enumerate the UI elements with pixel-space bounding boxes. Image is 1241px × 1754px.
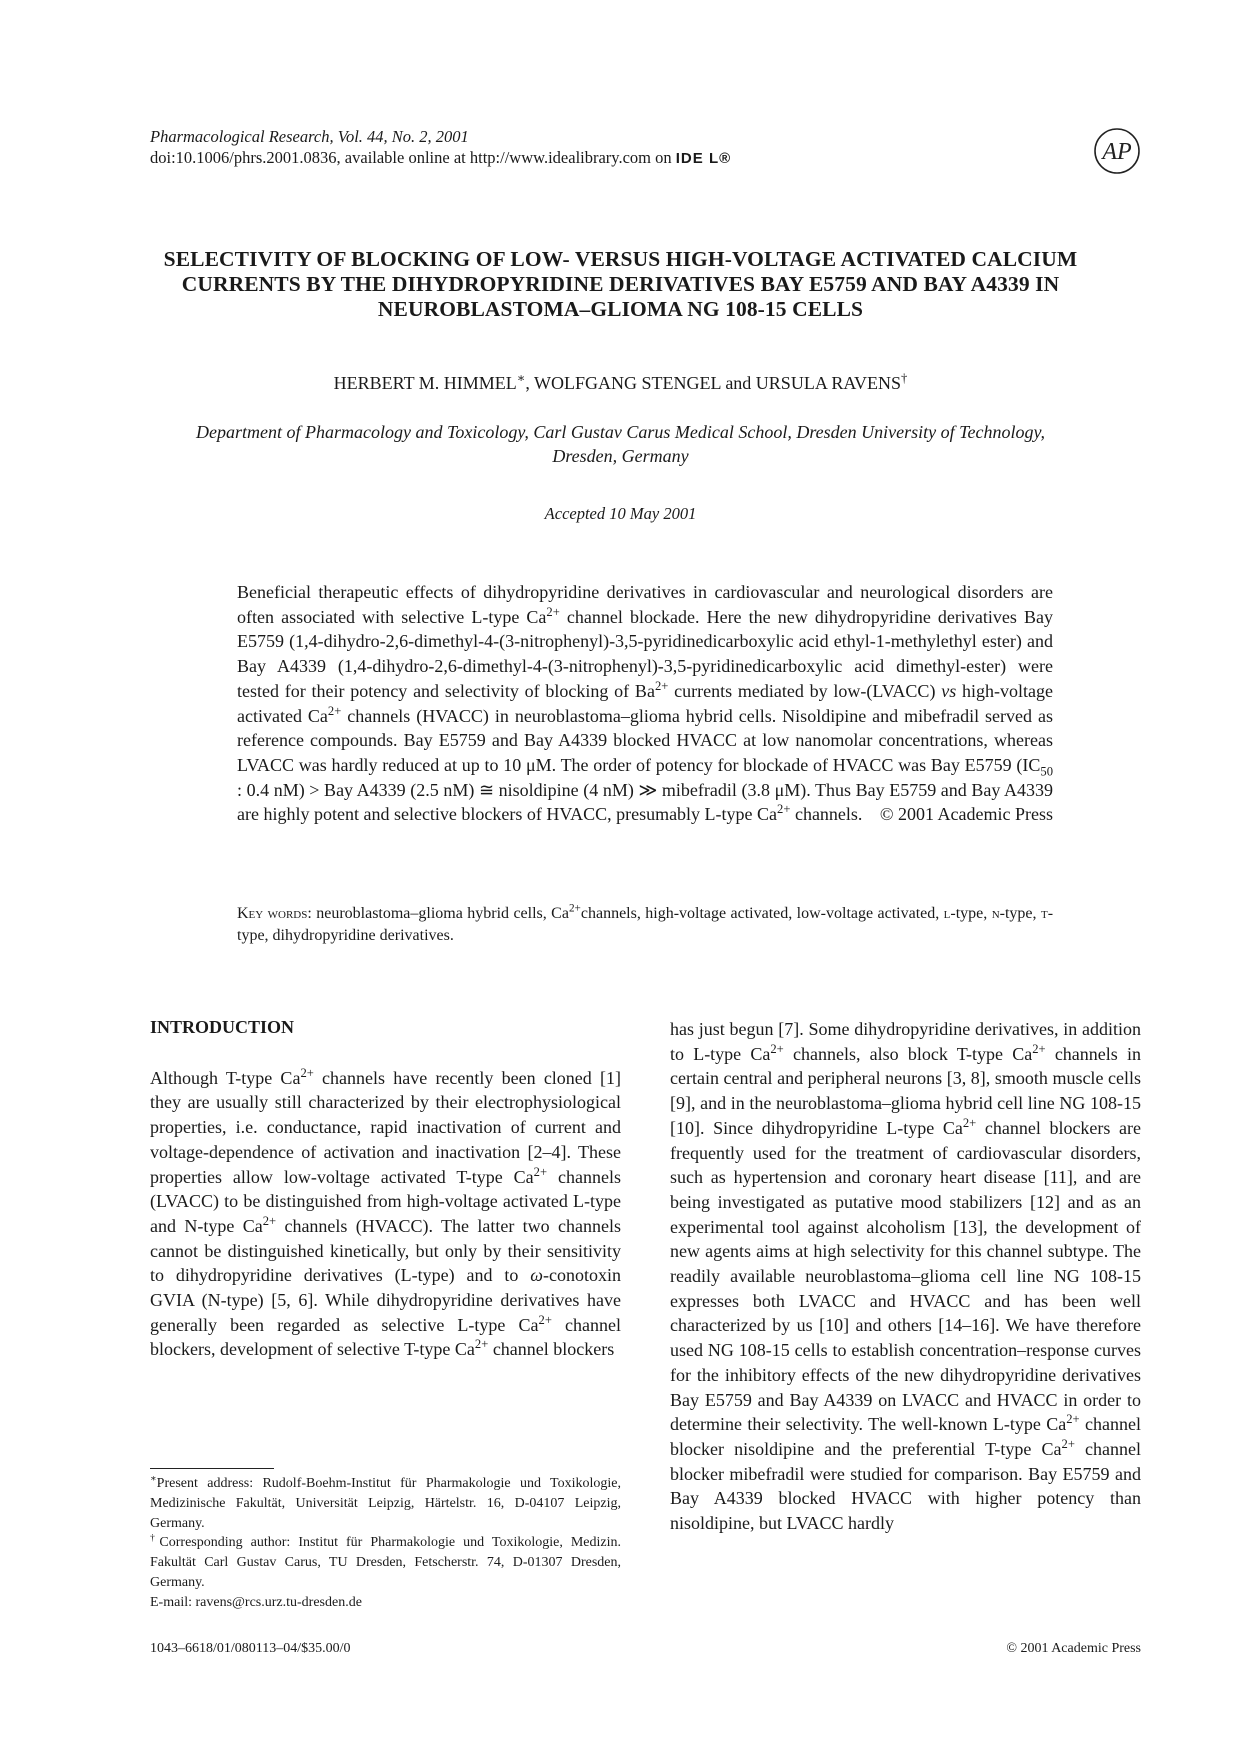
superscript: 2+	[533, 1164, 548, 1179]
keywords-text: -type,	[999, 905, 1041, 922]
keywords-text: -type,	[950, 905, 992, 922]
abstract-text: high-voltage activated Ca	[237, 680, 1053, 726]
footnote-email: E-mail: ravens@rcs.urz.tu-dresden.de	[150, 1594, 362, 1610]
superscript: 2+	[1032, 1041, 1046, 1056]
publisher-logo-icon	[1093, 127, 1141, 175]
subscript: 50	[1040, 764, 1053, 779]
footer-copyright: © 2001 Academic Press	[1006, 1641, 1141, 1656]
body-text: -conotoxin GVIA (N-type) [5, 6]. While dihydropyridine derivatives have generally been regarded as selective L-type Ca	[150, 1265, 621, 1335]
abstract-italic: vs	[941, 680, 957, 701]
body-italic: ω	[530, 1265, 543, 1286]
keywords-smallcap: t	[1040, 905, 1048, 922]
journal-citation: Pharmacological Research, Vol. 44, No. 2, 2001	[150, 127, 469, 146]
abstract-text: : 0.4 nM) > Bay A4339 (2.5 nM) ≅ nisoldipine (4 nM) ≫ mibefradil (3.8 μM). Thus Bay E5759 and Bay A4339 are highly potent and selective blockers of HVACC, presumably L-type Ca	[237, 779, 1053, 825]
body-text: channels (HVACC). The latter two channels cannot be distinguished kinetically, but only by their sensitivity to dihydropyridine derivatives (L-type) and to	[150, 1215, 621, 1286]
journal-header	[150, 126, 731, 169]
superscript: 2+	[1061, 1436, 1075, 1451]
body-text: has just begun [7]. Some dihydropyridine derivatives, in addition to L-type Ca	[670, 1019, 1141, 1064]
keywords-text: : neuroblastoma–glioma hybrid cells, Ca	[307, 905, 569, 922]
author-3-mark: †	[901, 371, 908, 385]
superscript: 2+	[262, 1213, 277, 1228]
abstract-text: currents mediated by low-(LVACC)	[668, 680, 942, 701]
abstract-text: channel blockade. Here the new dihydropyridine derivatives Bay E5759 (1,4-dihydro-2,6-dimethyl-4-(3-nitrophenyl)-3,5-pyridinedicarboxylic acid ethyl-1-methylethyl ester) and Bay A4339 (1,4-dihydro-2,6-dimethyl-4-(3-nitrophenyl)-3,5-pyridinedicarboxylic acid dimethyl-ester) were tested for their potency and selectivity of blocking of Ba	[237, 606, 1053, 701]
body-text: channel blocker nisoldipine and the preferential T-type Ca	[670, 1414, 1141, 1459]
superscript: 2+	[300, 1065, 314, 1080]
ideal-logo: IDE L®	[675, 150, 732, 167]
keywords-text: channels, high-voltage activated, low-voltage activated,	[580, 905, 944, 922]
body-text: channels, also block T-type Ca	[783, 1043, 1033, 1064]
body-text: Although T-type Ca	[150, 1067, 301, 1088]
footnote-1	[150, 1474, 621, 1533]
superscript: 2+	[770, 1041, 784, 1056]
body-text: channels have recently been cloned [1] they are usually still characterized by their electrophysiological properties, i.e. conductance, rapid inactivation of current and voltage-dependence of activation and inactivation [2–4]. These properties allow low-voltage activated T-type Ca	[150, 1067, 621, 1187]
keywords-label: Key words	[237, 905, 308, 922]
section-heading-introduction: INTRODUCTION	[150, 1017, 295, 1037]
body-text: channel blockers, development of selective T-type Ca	[150, 1314, 622, 1360]
doi-line	[150, 147, 731, 169]
accepted-date: Accepted 10 May 2001	[544, 504, 697, 523]
affiliation: Department of Pharmacology and Toxicology, Carl Gustav Carus Medical School, Dresden University of Technology, Dresden, Germany	[196, 422, 1045, 466]
footer-code: 1043–6618/01/080113–04/$35.00/0	[150, 1641, 351, 1656]
superscript: 2+	[546, 604, 560, 619]
superscript: 2+	[327, 703, 342, 718]
superscript: 2+	[777, 802, 791, 817]
doi-text: doi:10.1006/phrs.2001.0836, available online at http://www.idealibrary.com on	[150, 148, 672, 167]
author-1: HERBERT M. HIMMEL	[333, 373, 517, 393]
right-column	[670, 1017, 1141, 1536]
footnote-mark: †	[150, 1532, 160, 1544]
abstract-text: channels (HVACC) in neuroblastoma–glioma hybrid cells. Nisoldipine and mibefradil served as reference compounds. Bay E5759 and Bay A4339 blocked HVACC at low nanomolar concentrations, whereas LVACC was hardly reduced at up to 10 μM. The order of potency for blockade of HVACC was Bay E5759 (IC	[237, 705, 1053, 775]
superscript: 2+	[568, 902, 581, 915]
body-text: channel blocker mibefradil were studied for comparison. Bay E5759 and Bay A4339 blocked HVACC with higher potency than nisoldipine, but LVACC hardly	[670, 1438, 1142, 1534]
body-text: channels (LVACC) to be distinguished from high-voltage activated L-type and N-type Ca	[150, 1166, 621, 1236]
footnote-text: Present address: Rudolf-Boehm-Institut für Pharmakologie und Toxikologie, Medizinische Fakultät, Universität Leipzig, Härtelstr. 16, D-04107 Leipzig, Germany.	[150, 1476, 621, 1531]
author-1-mark: ∗	[516, 371, 526, 385]
footnote-divider	[150, 1468, 274, 1469]
body-text: channels in certain central and peripheral neurons [3, 8], smooth muscle cells [9], and in the neuroblastoma–glioma hybrid cell line NG 108-15 [10]. Since dihydropyridine L-type Ca	[670, 1043, 1141, 1138]
publisher-logo-text: AP	[1102, 139, 1132, 165]
article-title: SELECTIVITY OF BLOCKING OF LOW- VERSUS HIGH-VOLTAGE ACTIVATED CALCIUM CURRENTS BY THE DIHYDROPYRIDINE DERIVATIVES BAY E5759 AND BAY A4339 IN NEUROBLASTOMA–GLIOMA NG 108-15 CELLS	[163, 247, 1078, 321]
left-column	[150, 1015, 621, 1362]
authors	[150, 373, 1091, 394]
superscript: 2+	[474, 1337, 489, 1352]
footnote-mark: ∗	[150, 1473, 157, 1485]
keywords-text: -type, dihydropyridine derivatives.	[237, 905, 1054, 944]
intro-paragraph-continued	[670, 1017, 1141, 1536]
keywords	[237, 903, 1053, 947]
body-text: channel blockers	[488, 1339, 615, 1360]
superscript: 2+	[962, 1115, 977, 1130]
keywords-smallcap: l	[943, 905, 951, 922]
footnote-text: Corresponding author: Institut für Pharmakologie und Toxikologie, Medizin. Fakultät Carl Gustav Carus, TU Dresden, Fetscherstr. 74, D-01307 Dresden, Germany.	[150, 1535, 621, 1590]
superscript: 2+	[1066, 1412, 1080, 1427]
footnote-2	[150, 1533, 621, 1592]
abstract-text: Beneficial therapeutic effects of dihydropyridine derivatives in cardiovascular and neurological disorders are often associated with selective L-type Ca	[237, 582, 1053, 627]
superscript: 2+	[654, 678, 669, 693]
footnotes	[150, 1474, 621, 1613]
body-text: channel blockers are frequently used for the treatment of cardiovascular disorders, such as hypertension and coronary heart disease [11], and are being investigated as putative mood stabilizers [12] and as an experimental tool against alcoholism [13], the development of new agents aims at high selectivity for this channel subtype. The readily available neuroblastoma–glioma cell line NG 108-15 expresses both LVACC and HVACC and has been well characterized by us [10] and others [14–16]. We have therefore used NG 108-15 cells to establish concentration–response curves for the inhibitory effects of the new dihydropyridine derivatives Bay E5759 and Bay A4339 on LVACC and HVACC in order to determine their selectivity. The well-known L-type Ca	[670, 1117, 1142, 1435]
keywords-smallcap: n	[991, 905, 1000, 922]
author-rest: , WOLFGANG STENGEL and URSULA RAVENS	[525, 373, 902, 393]
intro-paragraph	[150, 1066, 621, 1362]
abstract-text: channels.	[790, 804, 863, 825]
abstract	[237, 580, 1053, 827]
superscript: 2+	[538, 1312, 552, 1327]
abstract-copyright: © 2001 Academic Press	[879, 804, 1053, 825]
